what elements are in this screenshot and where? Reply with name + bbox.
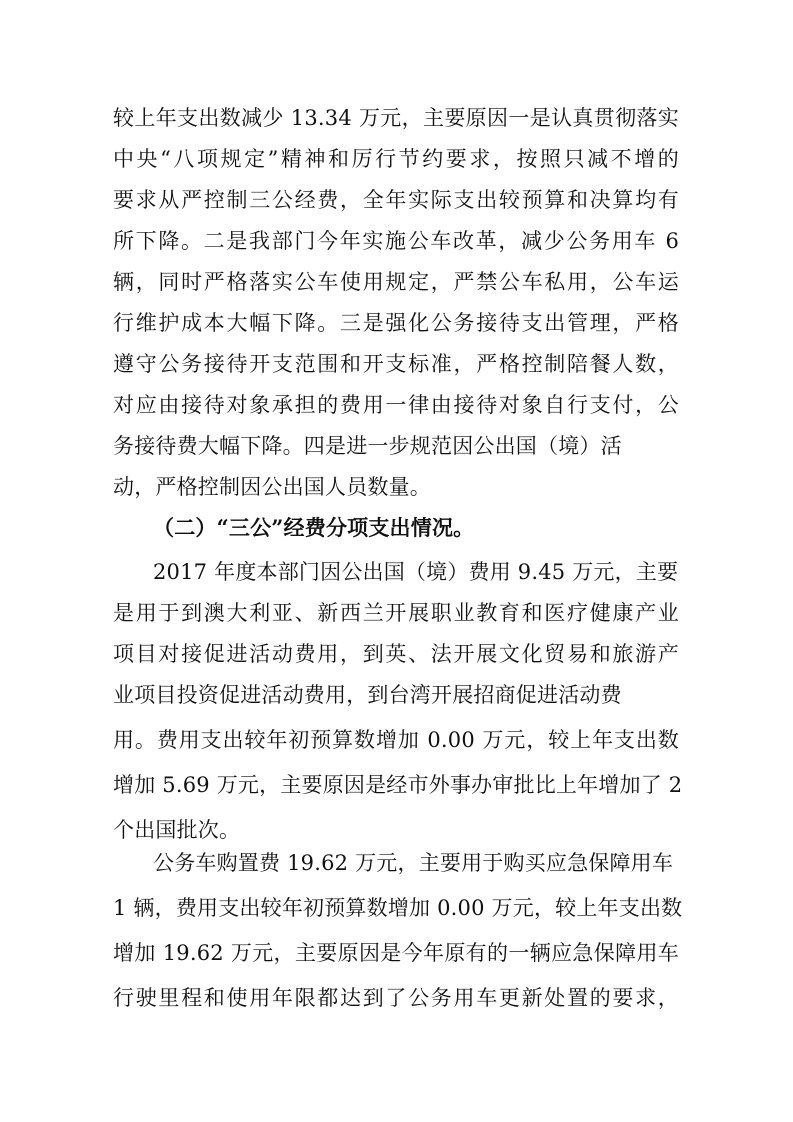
paragraph-1-line-8: 对应由接待对象承担的费用一律由接待对象自行支付，公 <box>113 393 679 417</box>
paragraph-3-line-3: 增加 19.62 万元，主要原因是今年原有的一辆应急保障用车 <box>113 941 679 965</box>
paragraph-1-line-7: 遵守公务接待开支范围和开支标准，严格控制陪餐人数， <box>113 352 679 376</box>
paragraph-1-line-9: 务接待费大幅下降。四是进一步规范因公出国（境）活 <box>113 434 622 458</box>
paragraph-2-line-4: 业项目投资促进活动费用，到台湾开展招商促进活动费 <box>113 683 622 707</box>
paragraph-1-line-2: 中央“八项规定”精神和厉行节约要求，按照只减不增的 <box>113 147 679 171</box>
section-heading: （二）“三公”经费分项支出情况。 <box>153 515 475 540</box>
paragraph-2-line-2: 是用于到澳大利亚、新西兰开展职业教育和医疗健康产业 <box>113 601 679 625</box>
paragraph-3-line-4: 行驶里程和使用年限都达到了公务用车更新处置的要求， <box>113 986 679 1010</box>
paragraph-1-line-5: 辆，同时严格落实公车使用规定，严禁公车私用，公车运 <box>113 270 679 294</box>
paragraph-2-line-7: 个出国批次。 <box>113 818 241 842</box>
paragraph-1-line-6: 行维护成本大幅下降。三是强化公务接待支出管理，严格 <box>113 311 679 335</box>
paragraph-2-line-1: 2017 年度本部门因公出国（境）费用 9.45 万元，主要 <box>153 560 679 584</box>
paragraph-1-line-3: 要求从严控制三公经费，全年实际支出较预算和决算均有 <box>113 188 679 212</box>
paragraph-1-line-4: 所下降。二是我部门今年实施公车改革，减少公务用车 6 <box>113 229 679 253</box>
paragraph-2-line-5: 用。费用支出较年初预算数增加 0.00 万元，较上年支出数 <box>113 728 679 752</box>
paragraph-2-line-3: 项目对接促进活动费用，到英、法开展文化贸易和旅游产 <box>113 642 679 666</box>
paragraph-3-line-2: 1 辆，费用支出较年初预算数增加 0.00 万元，较上年支出数 <box>113 896 683 920</box>
paragraph-3-line-1: 公务车购置费 19.62 万元，主要用于购买应急保障用车 <box>153 851 674 875</box>
paragraph-1-line-10: 动，严格控制因公出国人员数量。 <box>113 475 431 499</box>
paragraph-1-line-1: 较上年支出数减少 13.34 万元，主要原因一是认真贯彻落实 <box>113 106 679 130</box>
paragraph-2-line-6: 增加 5.69 万元，主要原因是经市外事办审批比上年增加了 2 <box>113 773 683 797</box>
